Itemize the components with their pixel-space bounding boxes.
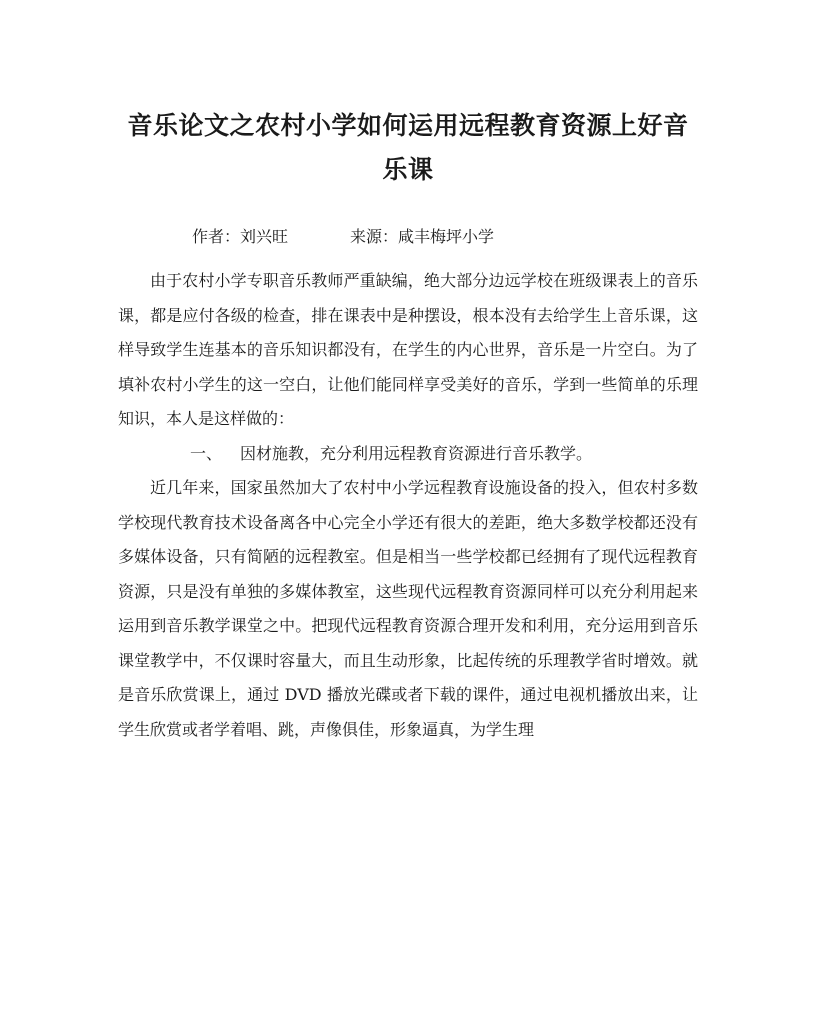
- section-heading-text: 因材施教，充分利用远程教育资源进行音乐教学。: [240, 443, 593, 463]
- section-heading-1: [118, 437, 698, 472]
- paragraph-section-1: 近几年来，国家虽然加大了农村中小学远程教育设施设备的投入，但农村多数学校现代教育技术设备离各中心完全小学还有很大的差距，绝大多数学校都还没有多媒体设备，只有简陋的远程教室。但是相当一些学校都已经拥有了现代远程教育资源，只是没有单独的多媒体教室，这些现代远程教育资源同样可以充分利用起来运用到音乐教学课堂之中。把现代远程教育资源合理开发和利用，充分运用到音乐课堂教学中，不仅课时容量大，而且生动形象，比起传统的乐理教学省时增效。就是音乐欣赏课上，通过 DVD 播放光碟或者下载的课件，通过电视机播放出来，让学生欣赏或者学着唱、跳，声像俱佳，形象逼真，为学生理: [118, 478, 698, 739]
- byline: [192, 225, 494, 249]
- paragraph-intro: 由于农村小学专职音乐教师严重缺编，绝大部分边远学校在班级课表上的音乐课，都是应付各级的检查，排在课表中是种摆设，根本没有去给学生上音乐课，这样导致学生连基本的音乐知识都没有，在学生的内心世界，音乐是一片空白。为了填补农村小学生的这一空白，让他们能同样享受美好的音乐，学到一些简单的乐理知识，本人是这样做的：: [118, 271, 698, 428]
- document-title: 音乐论文之农村小学如何运用远程教育资源上好音乐课: [127, 111, 689, 184]
- section-heading-number: 一、: [190, 443, 223, 463]
- source-label: 来源：咸丰梅坪小学: [350, 227, 495, 246]
- author-label: 作者：刘兴旺: [192, 227, 289, 246]
- document-body: [118, 264, 698, 747]
